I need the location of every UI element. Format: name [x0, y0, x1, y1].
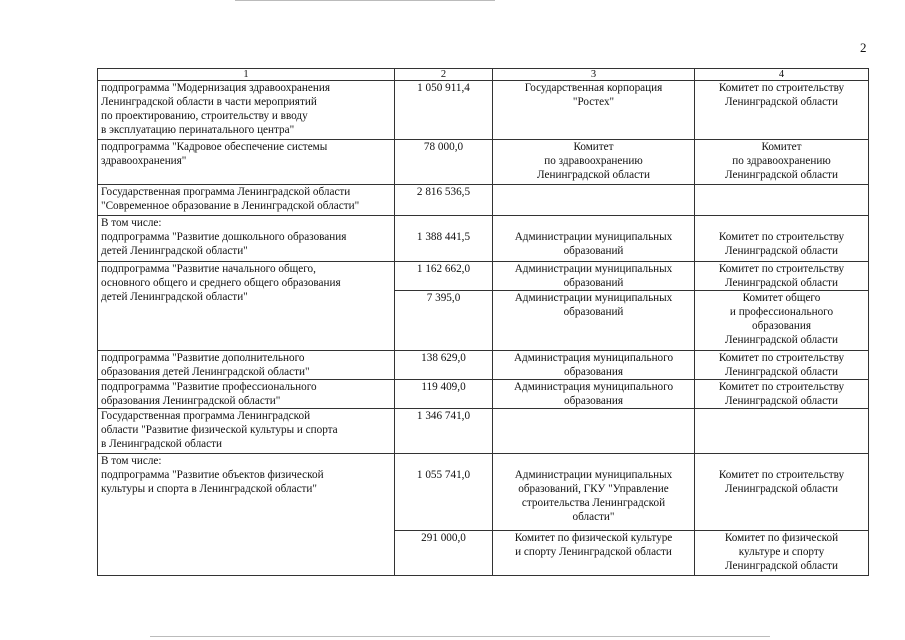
executor-cell: Комитет по здравоохранению Ленинградской области [493, 140, 695, 185]
customer-cell: Комитет по строительству Ленинградской области [695, 216, 869, 262]
executor-cell: Администрации муниципальных образований [493, 291, 695, 351]
executor-cell [493, 409, 695, 454]
amount-cell: 1 050 911,4 [395, 81, 493, 140]
customer-cell: Комитет по строительству Ленинградской области [695, 454, 869, 531]
data-table [97, 68, 869, 576]
program-cell: подпрограмма "Развитие дополнительного образования детей Ленинградской области" [98, 351, 395, 380]
executor-cell: Комитет по физической культуре и спорту Ленинградской области [493, 531, 695, 576]
table-row [98, 351, 869, 380]
customer-cell [695, 185, 869, 216]
amount-cell: 1 388 441,5 [395, 216, 493, 262]
program-cell: подпрограмма "Модернизация здравоохранения Ленинградской области в части мероприятий по проектированию, строительству и вводу в эксплуатацию перинатального центра" [98, 81, 395, 140]
header-cell-3: 3 [493, 69, 695, 81]
program-cell: В том числе: подпрограмма "Развитие дошкольного образования детей Ленинградской области" [98, 216, 395, 262]
amount-cell: 1 055 741,0 [395, 454, 493, 531]
scan-edge-top [235, 0, 495, 1]
customer-cell [695, 409, 869, 454]
amount-cell: 291 000,0 [395, 531, 493, 576]
amount-cell: 119 409,0 [395, 380, 493, 409]
program-cell: В том числе: подпрограмма "Развитие объектов физической культуры и спорта в Ленинградской области" [98, 454, 395, 576]
page-number: 2 [860, 40, 867, 55]
executor-cell: Администрации муниципальных образований, ГКУ "Управление строительства Ленинградской области" [493, 454, 695, 531]
program-cell: подпрограмма "Кадровое обеспечение системы здравоохранения" [98, 140, 395, 185]
header-cell-1: 1 [98, 69, 395, 81]
scan-edge-bottom [150, 636, 770, 637]
table-row [98, 262, 869, 291]
customer-cell: Комитет по строительству Ленинградской области [695, 380, 869, 409]
table-row [98, 409, 869, 454]
table-row [98, 140, 869, 185]
amount-cell: 78 000,0 [395, 140, 493, 185]
header-cell-4: 4 [695, 69, 869, 81]
program-cell: подпрограмма "Развитие начального общего, основного общего и среднего общего образования детей Ленинградской области" [98, 262, 395, 351]
table-row [98, 185, 869, 216]
program-cell: Государственная программа Ленинградской области "Современное образование в Ленинградской области" [98, 185, 395, 216]
table-row [98, 380, 869, 409]
program-cell: подпрограмма "Развитие профессионального образования Ленинградской области" [98, 380, 395, 409]
table-header-row [98, 69, 869, 81]
customer-cell: Комитет по здравоохранению Ленинградской области [695, 140, 869, 185]
amount-cell: 2 816 536,5 [395, 185, 493, 216]
executor-cell: Администрации муниципальных образований [493, 216, 695, 262]
executor-cell: Администрация муниципального образования [493, 351, 695, 380]
executor-cell: Государственная корпорация "Ростех" [493, 81, 695, 140]
program-cell: Государственная программа Ленинградской области "Развитие физической культуры и спорта в Ленинградской области [98, 409, 395, 454]
customer-cell: Комитет по строительству Ленинградской области [695, 81, 869, 140]
customer-cell: Комитет по строительству Ленинградской области [695, 262, 869, 291]
executor-cell: Администрация муниципального образования [493, 380, 695, 409]
customer-cell: Комитет по строительству Ленинградской области [695, 351, 869, 380]
amount-cell: 7 395,0 [395, 291, 493, 351]
amount-cell: 1 346 741,0 [395, 409, 493, 454]
table-row [98, 81, 869, 140]
customer-cell: Комитет по физической культуре и спорту Ленинградской области [695, 531, 869, 576]
executor-cell: Администрации муниципальных образований [493, 262, 695, 291]
executor-cell [493, 185, 695, 216]
header-cell-2: 2 [395, 69, 493, 81]
table-row [98, 454, 869, 531]
table-row [98, 216, 869, 262]
amount-cell: 1 162 662,0 [395, 262, 493, 291]
customer-cell: Комитет общего и профессионального образования Ленинградской области [695, 291, 869, 351]
amount-cell: 138 629,0 [395, 351, 493, 380]
